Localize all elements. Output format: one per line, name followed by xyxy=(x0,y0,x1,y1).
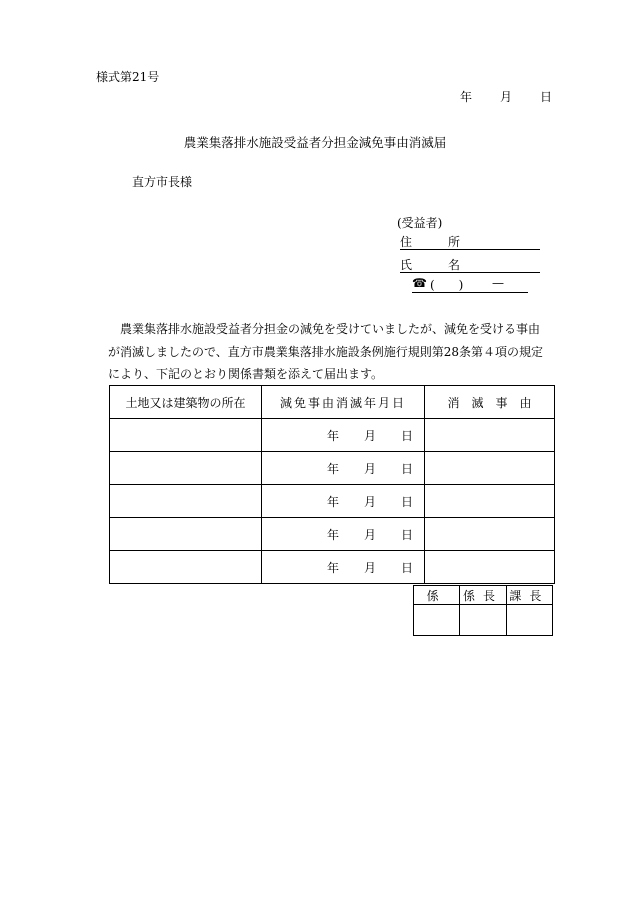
table-row xyxy=(110,518,555,551)
year-label: 年 xyxy=(327,494,340,509)
location-cell[interactable] xyxy=(110,452,262,485)
month-label: 月 xyxy=(364,461,377,476)
phone-icon: ☎ xyxy=(412,276,427,290)
addressee: 直方市長様 xyxy=(132,175,193,189)
location-cell[interactable] xyxy=(110,551,262,584)
approval-manager-label: 課長 xyxy=(506,586,552,605)
table-row xyxy=(110,485,555,518)
day-label: 日 xyxy=(401,428,414,443)
document-title: 農業集落排水施設受益者分担金減免事由消滅届 xyxy=(183,135,447,150)
month-label: 月 xyxy=(364,428,377,443)
year-label: 年 xyxy=(327,527,340,542)
approval-stamp-row xyxy=(414,605,553,636)
date-cell[interactable] xyxy=(262,419,425,452)
header-reason: 消 滅 事 由 xyxy=(425,386,555,419)
reason-cell[interactable] xyxy=(425,485,555,518)
month-label: 月 xyxy=(364,560,377,575)
reason-cell[interactable] xyxy=(425,452,555,485)
day-label: 日 xyxy=(401,494,414,509)
reason-cell[interactable] xyxy=(425,419,555,452)
table-header-row xyxy=(110,386,555,419)
date-cell[interactable] xyxy=(262,518,425,551)
address-field[interactable] xyxy=(400,233,540,250)
day-label: 日 xyxy=(401,461,414,476)
day-label: 日 xyxy=(401,560,414,575)
beneficiary-label: (受益者) xyxy=(397,216,443,230)
body-text: 農業集落排水施設受益者分担金の減免を受けていましたが、減免を受ける事由が消滅しましたので、直方市農業集落排水施設条例施行規則第28条第４項の規定により、下記のとおり関係書類を添えて届出ます。 xyxy=(108,322,544,381)
location-cell[interactable] xyxy=(110,518,262,551)
extinction-table xyxy=(109,385,555,584)
staff-stamp-box[interactable] xyxy=(414,605,460,636)
reason-cell[interactable] xyxy=(425,551,555,584)
address-label: 住 所 xyxy=(400,235,473,249)
header-date: 減免事由消滅年月日 xyxy=(262,386,425,419)
name-field[interactable] xyxy=(400,256,540,273)
location-cell[interactable] xyxy=(110,485,262,518)
date-month-label: 月 xyxy=(500,90,513,104)
table-row xyxy=(110,551,555,584)
reason-cell[interactable] xyxy=(425,518,555,551)
table-row xyxy=(110,419,555,452)
manager-stamp-box[interactable] xyxy=(506,605,552,636)
name-label: 氏 名 xyxy=(400,258,473,272)
phone-area-code: ( ) xyxy=(430,278,464,292)
date-cell[interactable] xyxy=(262,485,425,518)
date-cell[interactable] xyxy=(262,452,425,485)
approval-staff-label: 係 xyxy=(414,586,460,605)
year-label: 年 xyxy=(327,428,340,443)
date-year-label: 年 xyxy=(460,90,473,104)
phone-dash: — xyxy=(492,276,504,290)
location-cell[interactable] xyxy=(110,419,262,452)
submission-date xyxy=(460,88,552,105)
year-label: 年 xyxy=(327,560,340,575)
month-label: 月 xyxy=(364,527,377,542)
date-day-label: 日 xyxy=(540,90,553,104)
approval-chief-label: 係長 xyxy=(460,586,506,605)
date-cell[interactable] xyxy=(262,551,425,584)
phone-field[interactable] xyxy=(412,276,528,293)
day-label: 日 xyxy=(401,527,414,542)
approval-header-row xyxy=(414,586,553,605)
form-number: 様式第21号 xyxy=(96,70,160,84)
month-label: 月 xyxy=(364,494,377,509)
header-location: 土地又は建築物の所在 xyxy=(110,386,262,419)
chief-stamp-box[interactable] xyxy=(460,605,506,636)
approval-stamp-table xyxy=(413,585,553,636)
table-row xyxy=(110,452,555,485)
year-label: 年 xyxy=(327,461,340,476)
